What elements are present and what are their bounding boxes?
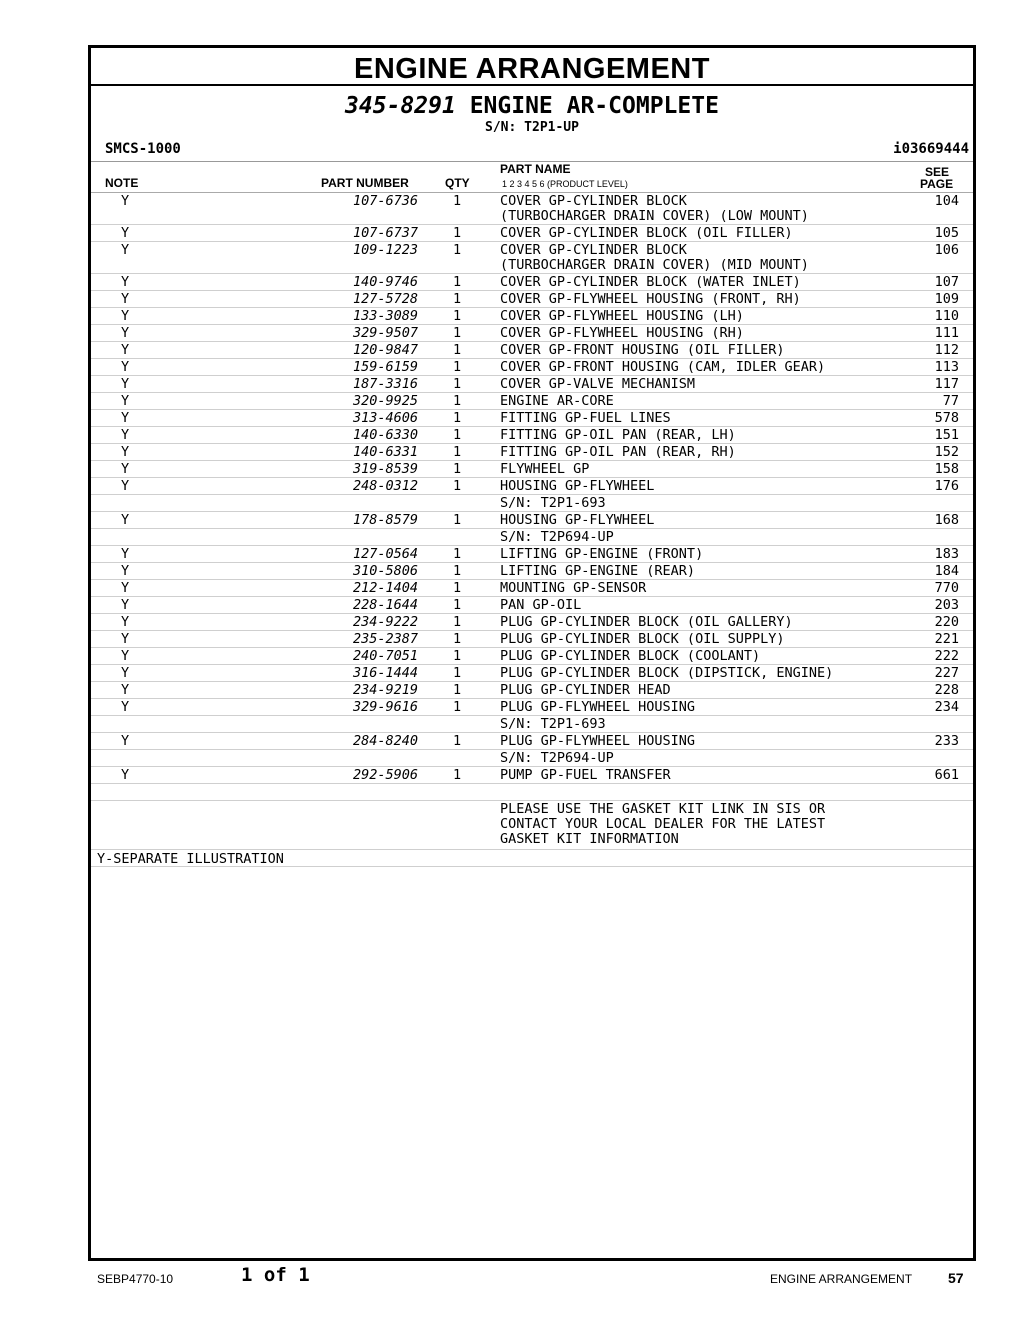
row-qty: 1 xyxy=(453,325,462,341)
row-part-name: PLUG GP-FLYWHEEL HOUSING xyxy=(500,699,696,715)
table-row xyxy=(91,393,973,410)
row-note: Y xyxy=(121,665,130,681)
legend-note: Y-SEPARATE ILLUSTRATION xyxy=(91,850,973,867)
row-part-number: 292-5906 xyxy=(352,767,418,783)
row-see-page: 158 xyxy=(934,461,959,477)
row-part-name: PLUG GP-CYLINDER BLOCK (DIPSTICK, ENGINE) xyxy=(500,665,834,681)
row-note: Y xyxy=(121,427,130,443)
row-part-name: FITTING GP-OIL PAN (REAR, RH) xyxy=(500,444,736,460)
row-see-page: 77 xyxy=(942,393,959,409)
row-note: Y xyxy=(121,461,130,477)
row-part-name: COVER GP-CYLINDER BLOCK (WATER INLET) xyxy=(500,274,801,290)
row-part-name: COVER GP-FLYWHEEL HOUSING (FRONT, RH) xyxy=(500,291,801,307)
row-note: Y xyxy=(121,733,130,749)
table-row xyxy=(91,682,973,699)
row-part-name: PAN GP-OIL xyxy=(500,597,582,613)
row-see-page: 117 xyxy=(934,376,959,392)
table-row xyxy=(91,665,973,682)
row-see-page: 770 xyxy=(934,580,959,596)
row-qty: 1 xyxy=(453,242,462,258)
row-see-page: 110 xyxy=(934,308,959,324)
assembly-title xyxy=(91,93,973,119)
row-part-name: COVER GP-VALVE MECHANISM xyxy=(500,376,696,392)
table-row xyxy=(91,563,973,580)
row-part-name: COVER GP-CYLINDER BLOCK (OIL FILLER) xyxy=(500,225,793,241)
row-part-number: 178-8579 xyxy=(352,512,418,528)
row-note: Y xyxy=(121,274,130,290)
row-qty: 1 xyxy=(453,682,462,698)
row-qty: 1 xyxy=(453,427,462,443)
row-note: Y xyxy=(121,478,130,494)
col-qty: QTY xyxy=(445,176,470,190)
row-qty: 1 xyxy=(453,648,462,664)
row-part-name: PLUG GP-FLYWHEEL HOUSING xyxy=(500,733,696,749)
row-qty: 1 xyxy=(453,444,462,460)
footer-section: ENGINE ARRANGEMENT xyxy=(770,1272,913,1286)
row-part-name: COVER GP-FRONT HOUSING (OIL FILLER) xyxy=(500,342,785,358)
table-row xyxy=(91,461,973,478)
row-see-page: 222 xyxy=(934,648,959,664)
row-note: Y xyxy=(121,546,130,562)
row-note: Y xyxy=(121,682,130,698)
row-qty: 1 xyxy=(453,274,462,290)
row-qty: 1 xyxy=(453,614,462,630)
row-see-page: 227 xyxy=(934,665,959,681)
row-part-name: MOUNTING GP-SENSOR xyxy=(500,580,647,596)
table-row xyxy=(91,242,973,274)
row-see-page: 106 xyxy=(934,242,959,258)
row-note: Y xyxy=(121,342,130,358)
table-row xyxy=(91,193,973,225)
col-page: PAGE xyxy=(920,177,954,191)
code-line xyxy=(91,137,973,162)
row-part-name: HOUSING GP-FLYWHEEL xyxy=(500,512,655,528)
table-row xyxy=(91,716,973,733)
row-see-page: 234 xyxy=(934,699,959,715)
table-row xyxy=(91,291,973,308)
row-part-number: 329-9616 xyxy=(352,699,418,715)
row-qty: 1 xyxy=(453,665,462,681)
table-row xyxy=(91,614,973,631)
smcs-code: SMCS-1000 xyxy=(105,141,181,157)
table-row xyxy=(91,580,973,597)
parts-table xyxy=(91,193,973,850)
row-part-number: 133-3089 xyxy=(352,308,418,324)
row-part-number: 127-0564 xyxy=(352,546,418,562)
row-note: Y xyxy=(121,393,130,409)
row-note: Y xyxy=(121,325,130,341)
col-product-levels: 1 2 3 4 5 6 (PRODUCT LEVEL) xyxy=(502,179,628,189)
row-part-number: 319-8539 xyxy=(352,461,418,477)
row-part-name: S/N: T2P694-UP xyxy=(500,529,614,545)
row-note: Y xyxy=(121,631,130,647)
row-part-name: HOUSING GP-FLYWHEEL xyxy=(500,478,655,494)
row-see-page: 228 xyxy=(934,682,959,698)
row-part-number: 140-6331 xyxy=(352,444,418,460)
row-part-name: COVER GP-FLYWHEEL HOUSING (RH) xyxy=(500,325,744,341)
table-row xyxy=(91,512,973,529)
row-part-number: 127-5728 xyxy=(352,291,418,307)
section-title: ENGINE ARRANGEMENT xyxy=(91,48,973,86)
row-part-name: FITTING GP-OIL PAN (REAR, LH) xyxy=(500,427,736,443)
table-row xyxy=(91,376,973,393)
row-part-name: S/N: T2P694-UP xyxy=(500,750,614,766)
table-row xyxy=(91,784,973,801)
row-qty: 1 xyxy=(453,767,462,783)
row-note: Y xyxy=(121,291,130,307)
assembly-serial: S/N: T2P1-UP xyxy=(485,120,579,135)
row-part-name: FITTING GP-FUEL LINES xyxy=(500,410,671,426)
row-see-page: 109 xyxy=(934,291,959,307)
row-part-name: S/N: T2P1-693 xyxy=(500,716,606,732)
row-note: Y xyxy=(121,580,130,596)
row-see-page: 152 xyxy=(934,444,959,460)
row-qty: 1 xyxy=(453,546,462,562)
table-row xyxy=(91,359,973,376)
row-note: Y xyxy=(121,410,130,426)
row-part-name: COVER GP-FLYWHEEL HOUSING (LH) xyxy=(500,308,744,324)
row-part-number: 107-6736 xyxy=(352,193,418,209)
table-row xyxy=(91,750,973,767)
table-row xyxy=(91,733,973,750)
table-row xyxy=(91,597,973,614)
row-part-name: PLEASE USE THE GASKET KIT LINK IN SIS OR CONTACT YOUR LOCAL DEALER FOR THE LATEST GASKET KIT INFORMATION xyxy=(500,801,826,847)
table-row xyxy=(91,546,973,563)
row-qty: 1 xyxy=(453,631,462,647)
row-part-number: 234-9222 xyxy=(352,614,418,630)
row-qty: 1 xyxy=(453,359,462,375)
col-note: NOTE xyxy=(105,176,139,190)
row-part-name: FLYWHEEL GP xyxy=(500,461,590,477)
table-row xyxy=(91,529,973,546)
row-see-page: 203 xyxy=(934,597,959,613)
table-row xyxy=(91,801,973,850)
row-part-number: 107-6737 xyxy=(352,225,418,241)
row-part-number: 159-6159 xyxy=(352,359,418,375)
row-part-number: 187-3316 xyxy=(352,376,418,392)
row-qty: 1 xyxy=(453,393,462,409)
assembly-part-number: 345-8291 xyxy=(345,93,456,119)
row-note: Y xyxy=(121,597,130,613)
column-headers xyxy=(91,162,973,193)
row-part-name: COVER GP-FRONT HOUSING (CAM, IDLER GEAR) xyxy=(500,359,826,375)
row-part-name: PLUG GP-CYLINDER BLOCK (OIL SUPPLY) xyxy=(500,631,785,647)
row-part-name: PUMP GP-FUEL TRANSFER xyxy=(500,767,671,783)
table-row xyxy=(91,699,973,716)
row-part-number: 212-1404 xyxy=(352,580,418,596)
table-row xyxy=(91,767,973,784)
row-part-name: PLUG GP-CYLINDER BLOCK (COOLANT) xyxy=(500,648,761,664)
row-part-name: COVER GP-CYLINDER BLOCK (TURBOCHARGER DRAIN COVER) (MID MOUNT) xyxy=(500,242,809,273)
row-see-page: 233 xyxy=(934,733,959,749)
row-see-page: 105 xyxy=(934,225,959,241)
row-part-name: S/N: T2P1-693 xyxy=(500,495,606,511)
col-see: SEE xyxy=(925,165,950,179)
row-part-number: 234-9219 xyxy=(352,682,418,698)
row-part-number: 284-8240 xyxy=(352,733,418,749)
row-see-page: 220 xyxy=(934,614,959,630)
doc-id: SEBP4770-10 xyxy=(97,1272,174,1286)
row-part-number: 240-7051 xyxy=(352,648,418,664)
row-see-page: 112 xyxy=(934,342,959,358)
row-part-number: 140-6330 xyxy=(352,427,418,443)
row-qty: 1 xyxy=(453,308,462,324)
row-qty: 1 xyxy=(453,342,462,358)
row-part-name: PLUG GP-CYLINDER HEAD xyxy=(500,682,671,698)
illustration-id: i03669444 xyxy=(893,141,969,157)
row-see-page: 151 xyxy=(934,427,959,443)
table-row xyxy=(91,342,973,359)
table-row xyxy=(91,274,973,291)
row-part-number: 120-9847 xyxy=(352,342,418,358)
table-row xyxy=(91,444,973,461)
row-qty: 1 xyxy=(453,461,462,477)
row-part-number: 310-5806 xyxy=(352,563,418,579)
table-row xyxy=(91,325,973,342)
row-qty: 1 xyxy=(453,376,462,392)
col-part-number: PART NUMBER xyxy=(321,176,409,190)
row-note: Y xyxy=(121,242,130,258)
document-frame xyxy=(88,45,976,1261)
table-row xyxy=(91,631,973,648)
row-note: Y xyxy=(121,699,130,715)
row-note: Y xyxy=(121,512,130,528)
row-part-number: 316-1444 xyxy=(352,665,418,681)
row-qty: 1 xyxy=(453,699,462,715)
row-part-number: 228-1644 xyxy=(352,597,418,613)
row-qty: 1 xyxy=(453,512,462,528)
row-part-name: PLUG GP-CYLINDER BLOCK (OIL GALLERY) xyxy=(500,614,793,630)
row-part-number: 235-2387 xyxy=(352,631,418,647)
row-part-number: 320-9925 xyxy=(352,393,418,409)
row-see-page: 176 xyxy=(934,478,959,494)
row-qty: 1 xyxy=(453,193,462,209)
row-qty: 1 xyxy=(453,291,462,307)
row-qty: 1 xyxy=(453,225,462,241)
row-part-number: 329-9507 xyxy=(352,325,418,341)
row-note: Y xyxy=(121,563,130,579)
row-note: Y xyxy=(121,767,130,783)
table-row xyxy=(91,225,973,242)
row-note: Y xyxy=(121,308,130,324)
row-see-page: 107 xyxy=(934,274,959,290)
row-part-number: 109-1223 xyxy=(352,242,418,258)
table-row xyxy=(91,478,973,495)
row-see-page: 113 xyxy=(934,359,959,375)
row-see-page: 183 xyxy=(934,546,959,562)
row-qty: 1 xyxy=(453,580,462,596)
table-row xyxy=(91,308,973,325)
row-see-page: 111 xyxy=(934,325,959,341)
row-see-page: 104 xyxy=(934,193,959,209)
row-see-page: 661 xyxy=(934,767,959,783)
row-qty: 1 xyxy=(453,410,462,426)
col-part-name: PART NAME xyxy=(500,162,571,176)
row-qty: 1 xyxy=(453,733,462,749)
row-note: Y xyxy=(121,648,130,664)
row-part-number: 248-0312 xyxy=(352,478,418,494)
table-row xyxy=(91,648,973,665)
row-see-page: 578 xyxy=(934,410,959,426)
row-part-number: 313-4606 xyxy=(352,410,418,426)
row-note: Y xyxy=(121,614,130,630)
row-note: Y xyxy=(121,444,130,460)
row-part-number: 140-9746 xyxy=(352,274,418,290)
row-part-name: LIFTING GP-ENGINE (FRONT) xyxy=(500,546,704,562)
row-see-page: 184 xyxy=(934,563,959,579)
table-row xyxy=(91,495,973,512)
page-number: 57 xyxy=(948,1270,964,1286)
table-row xyxy=(91,427,973,444)
assembly-name: ENGINE AR-COMPLETE xyxy=(469,93,719,119)
row-note: Y xyxy=(121,193,130,209)
row-part-name: LIFTING GP-ENGINE (REAR) xyxy=(500,563,696,579)
row-qty: 1 xyxy=(453,478,462,494)
assembly-heading xyxy=(91,86,973,135)
row-part-name: ENGINE AR-CORE xyxy=(500,393,614,409)
page-of: 1 of 1 xyxy=(241,1264,310,1286)
table-row xyxy=(91,410,973,427)
row-note: Y xyxy=(121,359,130,375)
row-part-name: COVER GP-CYLINDER BLOCK (TURBOCHARGER DRAIN COVER) (LOW MOUNT) xyxy=(500,193,809,224)
row-see-page: 221 xyxy=(934,631,959,647)
row-note: Y xyxy=(121,225,130,241)
row-qty: 1 xyxy=(453,597,462,613)
row-see-page: 168 xyxy=(934,512,959,528)
row-note: Y xyxy=(121,376,130,392)
row-qty: 1 xyxy=(453,563,462,579)
page-footer xyxy=(0,1262,1020,1292)
